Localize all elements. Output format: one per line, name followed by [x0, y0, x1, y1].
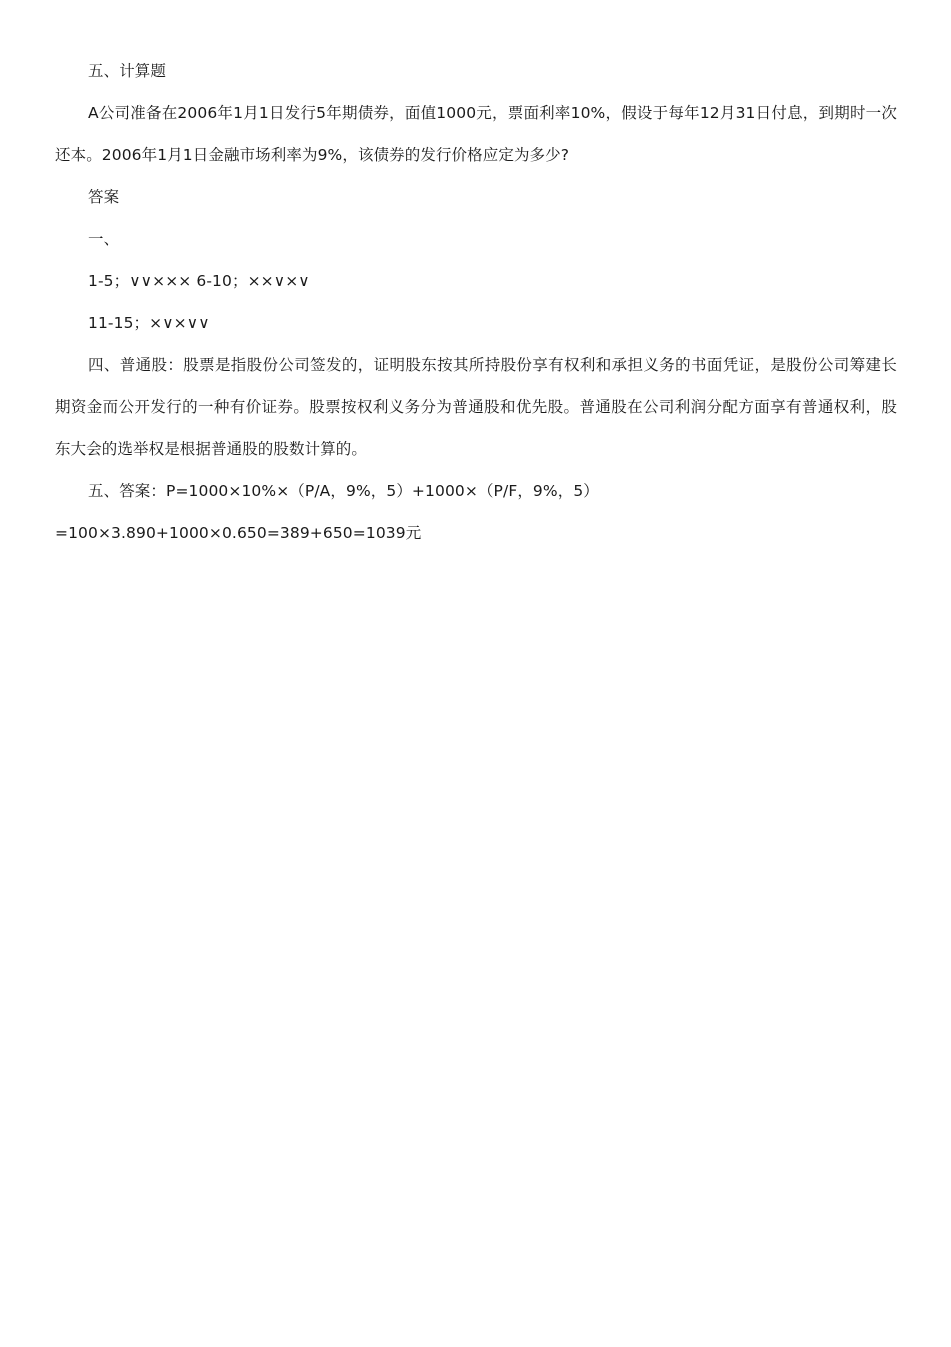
- answer-section-five-result: =100×3.890+1000×0.650=389+650=1039元: [55, 524, 422, 542]
- answer-line-1-10: 1-5；∨∨××× 6-10；××∨×∨: [88, 272, 310, 290]
- answer-section-four-paragraph: 四、普通股：股票是指股份公司签发的，证明股东按其所持股份享有权利和承担义务的书面凭证，是股份公司筹建长期资金而公开发行的一种有价证券。股票按权利义务分为普通股和优先股。普通股在公司利润分配方面享有普通权利，股东大会的选举权是根据普通股的股数计算的。: [55, 356, 897, 458]
- section-heading-calculation: 五、计算题: [88, 62, 167, 80]
- answer-section-five-formula: 五、答案：P=1000×10%×（P/A，9%，5）+1000×（P/F，9%，5）: [88, 482, 599, 500]
- answer-heading: 答案: [88, 188, 120, 206]
- answer-line-11-15: 11-15；×∨×∨∨: [88, 314, 210, 332]
- answer-section-one-heading: 一、: [88, 230, 120, 248]
- document-body: [55, 50, 897, 554]
- question-paragraph: A公司准备在2006年1月1日发行5年期债券，面值1000元，票面利率10%，假设于每年12月31日付息，到期时一次还本。2006年1月1日金融市场利率为9%，该债券的发行价格应定为多少?: [55, 104, 897, 164]
